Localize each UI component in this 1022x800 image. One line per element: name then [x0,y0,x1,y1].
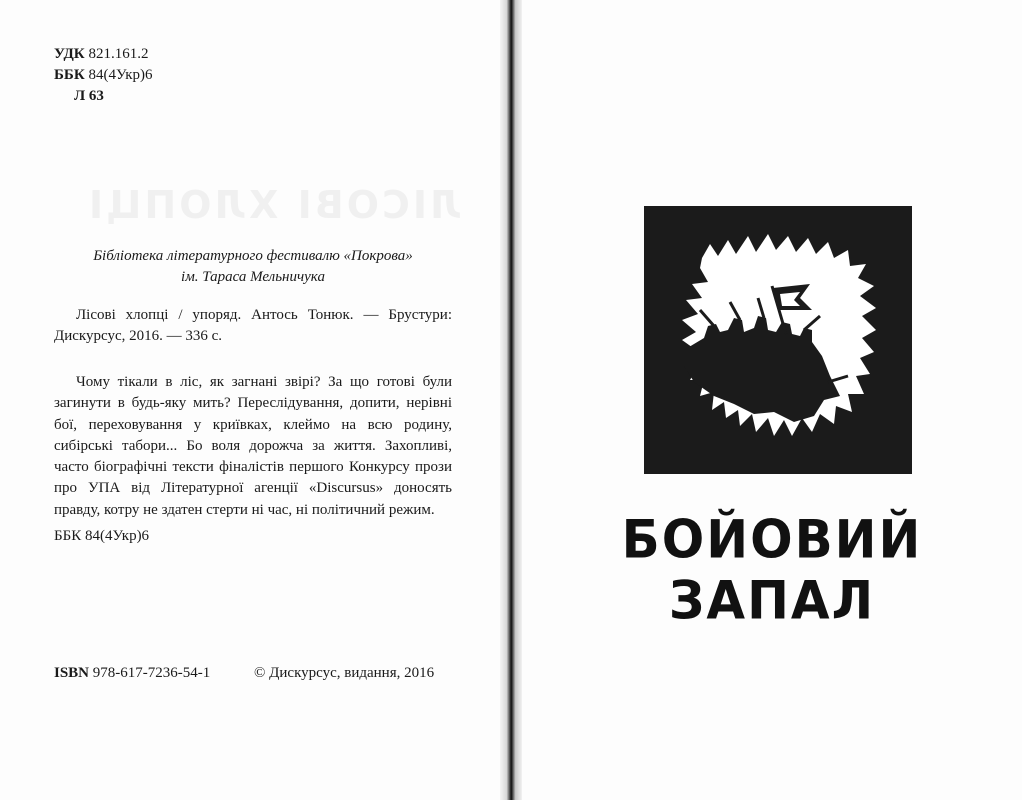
bbk-footer: ББК 84(4Укр)6 [54,528,150,544]
section-title: БОЙОВИЙ ЗАПАЛ [621,509,923,631]
book-gutter [500,0,522,800]
left-page [0,0,508,800]
bbk-value: 84(4Укр)6 [88,67,153,83]
annotation: Чому тікали в ліс, як загнані звірі? За що готові були загинути в будь-яку мить? Переслідування, допити, нерівні бої, переховування у криївках, клеймо на всю родину, сибірські табори... Бо воля дорожча за життя. Захопливі, часто біографічні тексти фіналістів першого Конкурсу прози про УПА від Літературної агенції «Discursus» доносять правду, котру не здатен стерти ні час, ні політичний режим. [54,374,452,518]
bbk-row [54,65,153,86]
show-through-text: ЛІСОВІ ХЛОПЦІ [86,183,462,227]
isbn-value: 978-617-7236-54-1 [92,665,211,681]
copyright: © Дискурсус, видання, 2016 [254,665,435,681]
partisan-silhouette-illustration [644,206,912,474]
bbk-label: ББК [54,67,85,83]
series-note [54,246,452,288]
series-line-2: ім. Тараса Мельничука [181,269,325,285]
classification-block [54,44,153,107]
bibliographic-record: Лісові хлопці / упоряд. Антось Тонюк. — Брустури: Дискурсус, 2016. — 336 с. [54,307,452,344]
isbn [54,665,210,682]
author-mark: Л 63 [74,88,104,104]
udk-label: УДК [54,46,85,62]
udk-row [54,44,153,65]
series-line-1: Бібліотека літературного фестивалю «Покрова» [93,248,413,264]
isbn-label: ISBN [54,665,90,681]
udk-value: 821.161.2 [88,46,149,62]
